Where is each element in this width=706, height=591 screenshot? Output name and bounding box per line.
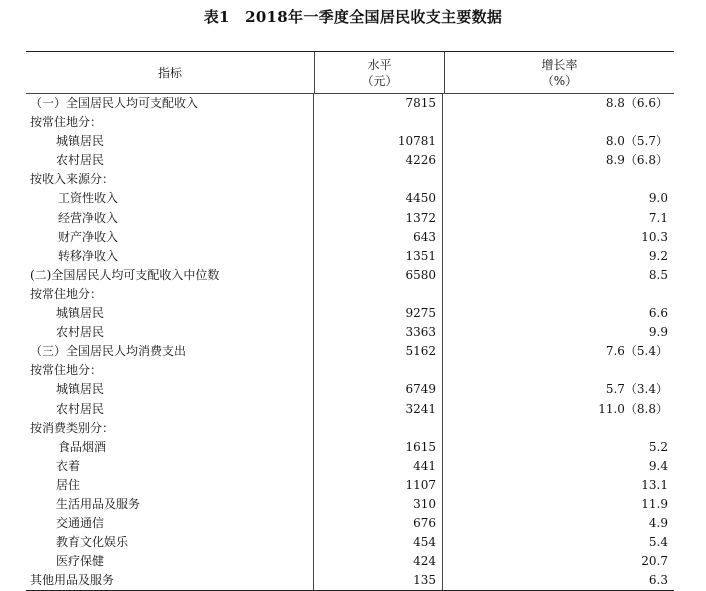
row-value: 6580 [314,266,443,285]
table-row [26,247,674,266]
row-value: 424 [314,552,443,571]
table-row [26,476,674,495]
row-growth: 8.0（5.7） [605,134,668,149]
row-label: 教育文化娱乐 [26,533,314,552]
table-row [26,533,674,552]
row-label: 工资性收入 [26,189,314,208]
row-growth: 6.6 [648,306,668,321]
table-title: 表1 2018年一季度全国居民收支主要数据 [203,8,503,26]
table-row [26,361,674,380]
row-label: 按收入来源分： [26,170,314,189]
row-growth: 8.9（6.8） [605,153,668,168]
row-growth: 5.7（3.4） [605,382,668,397]
table-row [26,342,674,361]
header-indicator: 指标 [26,52,315,93]
row-value: 1615 [314,438,443,457]
row-label: 转移净收入 [26,247,314,266]
row-value: 7815 [314,94,443,113]
row-value: 1351 [314,247,443,266]
header-level-label: 水平 [367,57,392,72]
table-row [26,228,674,247]
row-growth: 9.2 [648,248,668,263]
row-label: 生活用品及服务 [26,495,314,514]
row-growth: 8.5 [648,267,668,282]
row-value: 441 [314,457,443,476]
row-growth: 20.7 [641,554,668,569]
row-growth: 9.0 [648,191,668,206]
header-level [315,52,445,93]
row-value: 135 [314,571,443,590]
table-row [26,438,674,457]
row-label: 按消费类别分： [26,419,314,438]
row-label: 医疗保健 [26,552,314,571]
row-label: 城镇居民 [26,304,314,323]
table-row [26,113,674,132]
row-growth: 6.3 [648,573,668,588]
row-value: 1372 [314,209,443,228]
row-growth: 10.3 [641,229,668,244]
row-label: （三）全国居民人均消费支出 [26,342,314,361]
table-row [26,323,674,342]
row-label: (二)全国居民人均可支配收入中位数 [26,266,314,285]
header-growth [445,52,674,93]
row-growth [443,170,674,189]
row-label: 城镇居民 [26,380,314,399]
data-table [26,51,674,591]
row-value: 5162 [314,342,443,361]
table-row [26,457,674,476]
table-row [26,170,674,189]
table-row [26,189,674,208]
row-growth: 11.9 [641,496,668,511]
row-growth [443,419,674,438]
row-value [314,419,443,438]
table-row [26,304,674,323]
table-row [26,495,674,514]
row-label: 农村居民 [26,400,314,419]
row-label: 农村居民 [26,151,314,170]
row-growth: 9.4 [648,458,668,473]
row-value: 643 [314,228,443,247]
row-label: 按常住地分： [26,361,314,380]
row-growth [443,285,674,304]
row-growth: 13.1 [641,477,668,492]
row-value [314,285,443,304]
row-label: 财产净收入 [26,228,314,247]
row-value [314,361,443,380]
table-row [26,266,674,285]
row-value: 1107 [314,476,443,495]
row-label: 农村居民 [26,323,314,342]
table-row [26,285,674,304]
header-growth-label: 增长率 [541,57,578,72]
table-row [26,552,674,571]
row-growth: 11.0（8.8） [598,401,668,416]
row-value: 454 [314,533,443,552]
row-growth: 5.2 [648,439,668,454]
row-growth [443,361,674,380]
table-row [26,132,674,151]
row-value: 6749 [314,380,443,399]
row-label: 按常住地分： [26,285,314,304]
row-label: 居住 [26,476,314,495]
header-growth-unit: （%） [541,73,578,88]
row-value [314,170,443,189]
header-level-unit: （元） [361,73,398,88]
table-row [26,571,674,590]
row-value: 10781 [314,132,443,151]
row-value: 9275 [314,304,443,323]
row-label: 衣着 [26,457,314,476]
row-growth: 7.6（5.4） [605,344,668,359]
table-row [26,400,674,419]
row-label: 经营净收入 [26,209,314,228]
row-label: （一）全国居民人均可支配收入 [26,94,314,113]
row-value: 4450 [314,189,443,208]
table-header [26,52,674,94]
row-value: 3363 [314,323,443,342]
row-label: 交通通信 [26,514,314,533]
row-growth: 9.9 [648,325,668,340]
row-value: 676 [314,514,443,533]
table-row [26,380,674,399]
table-row [26,94,674,113]
row-value: 3241 [314,400,443,419]
row-label: 按常住地分： [26,113,314,132]
row-growth: 8.8（6.6） [605,96,668,110]
row-label: 其他用品及服务 [26,571,314,590]
table-row [26,151,674,170]
row-growth: 5.4 [648,535,668,550]
row-label: 食品烟酒 [26,438,314,457]
row-growth: 4.9 [648,516,668,531]
row-growth [443,113,674,132]
table-body [26,94,674,590]
row-growth: 7.1 [648,210,668,225]
row-value [314,113,443,132]
row-value: 4226 [314,151,443,170]
table-row [26,514,674,533]
row-label: 城镇居民 [26,132,314,151]
table-row [26,209,674,228]
table-row [26,419,674,438]
row-value: 310 [314,495,443,514]
